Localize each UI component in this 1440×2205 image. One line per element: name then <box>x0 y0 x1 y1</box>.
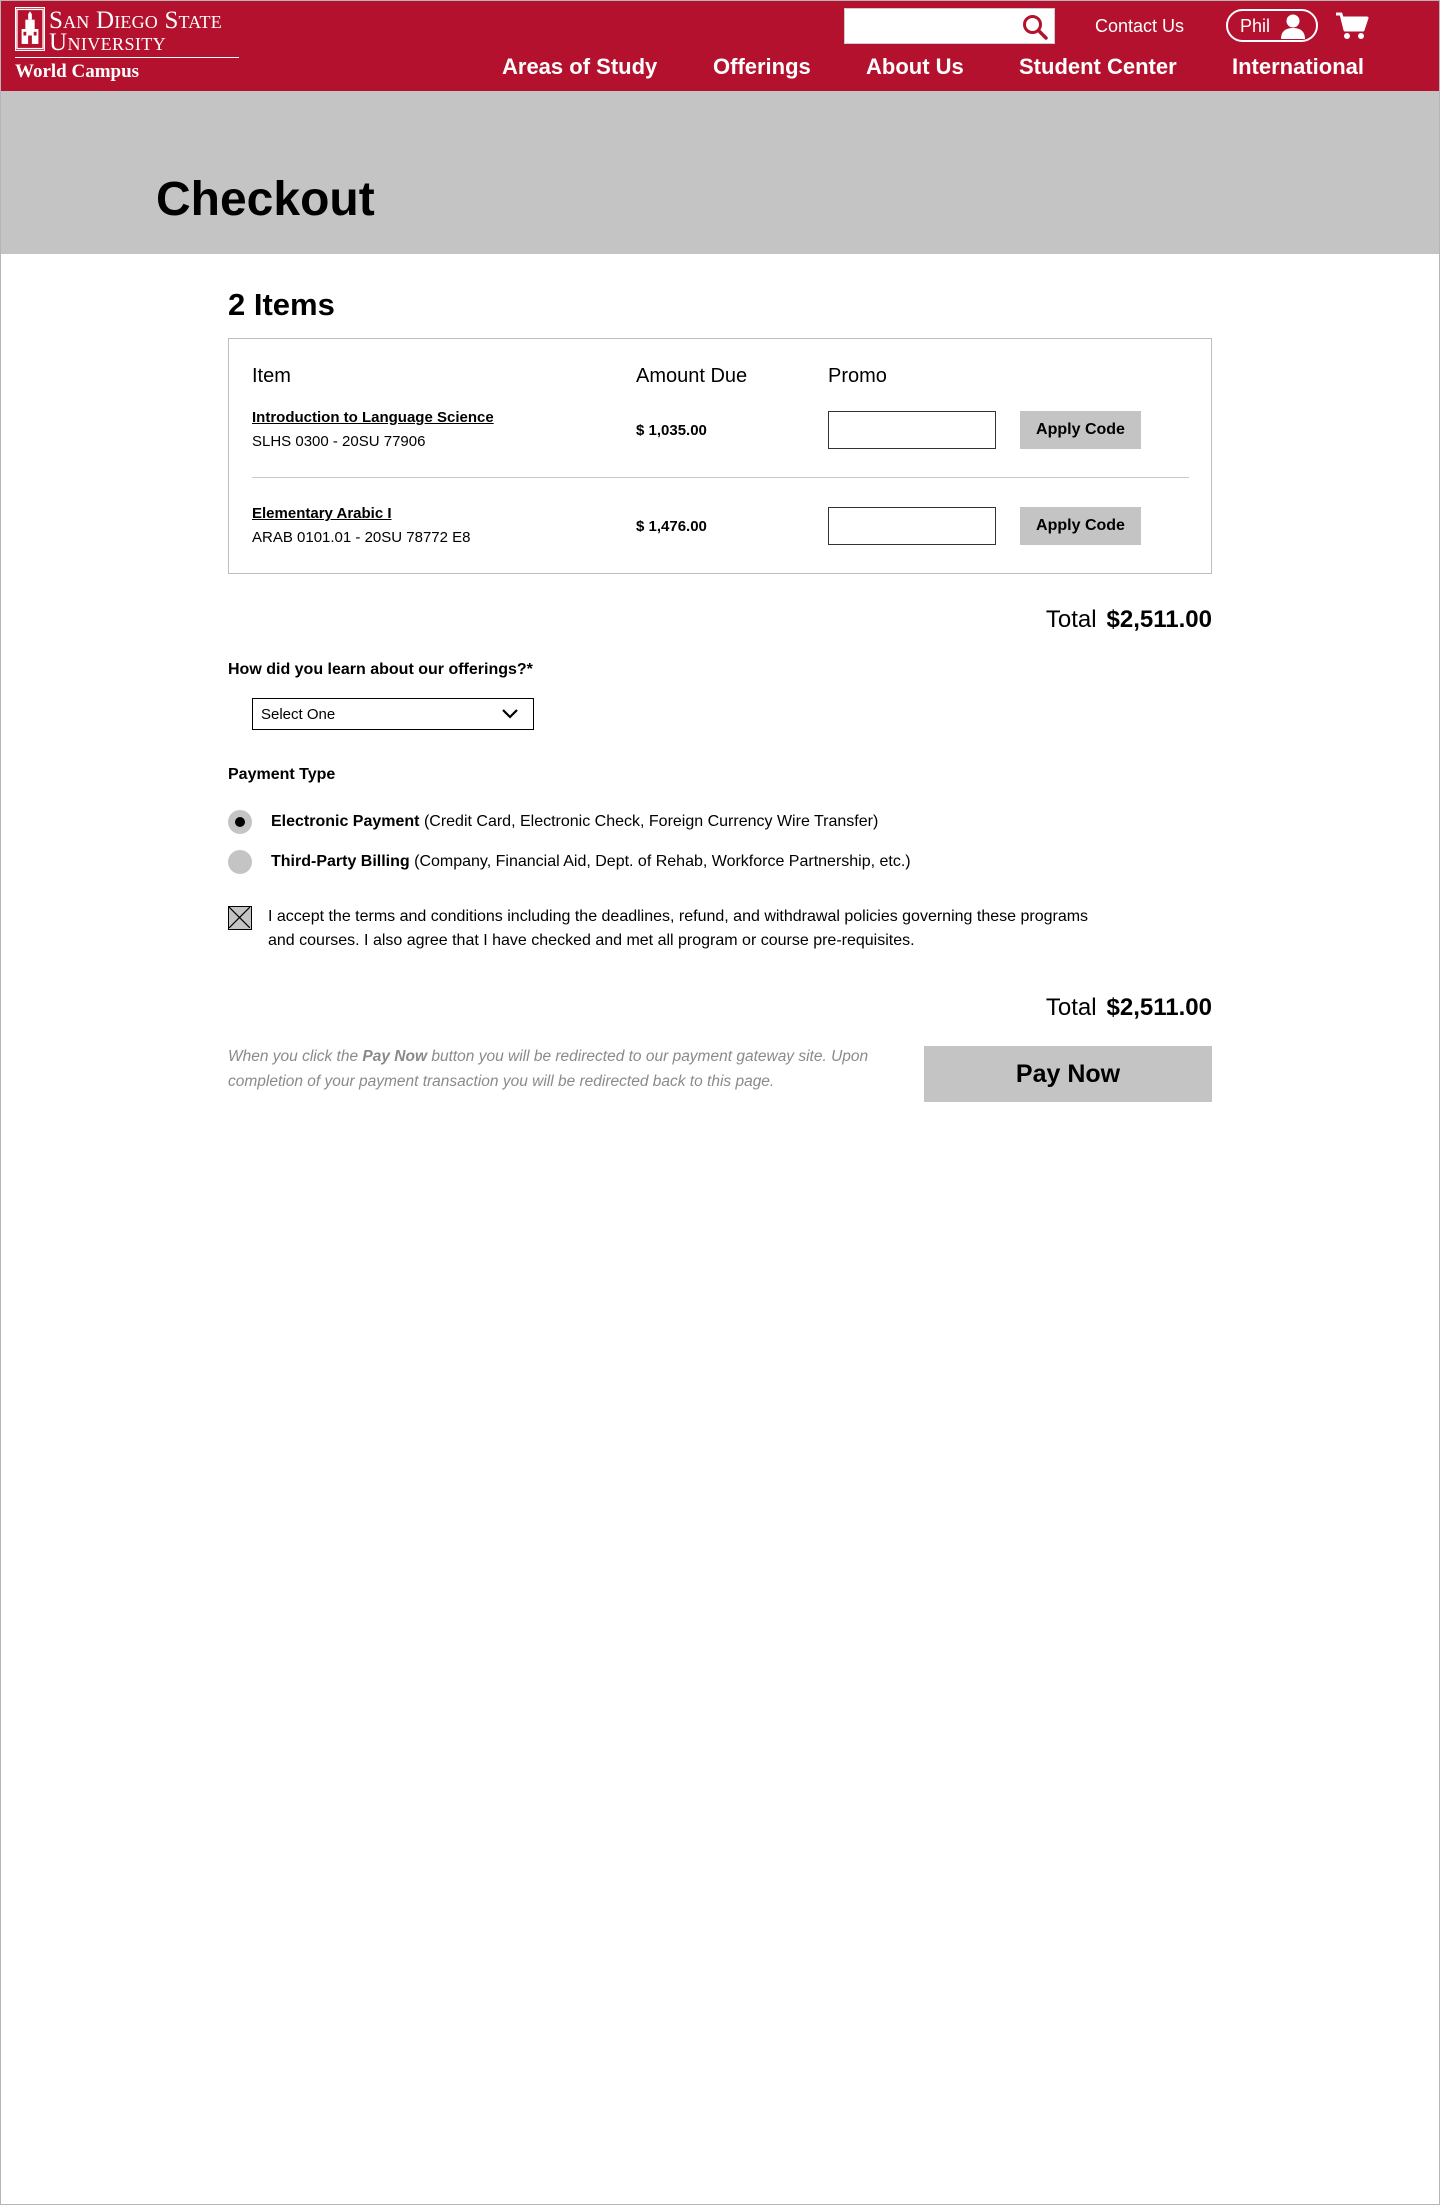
electronic-payment-radio[interactable] <box>228 810 252 834</box>
page-banner <box>1 91 1439 254</box>
amount-due: $ 1,476.00 <box>636 518 707 535</box>
total-value: $2,511.00 <box>1106 606 1212 633</box>
nav-about-us[interactable]: About Us <box>866 54 964 79</box>
nav-student-center[interactable]: Student Center <box>1019 54 1177 79</box>
total-label: Total <box>1045 606 1097 633</box>
logo-line-2: University <box>49 29 167 56</box>
nav-offerings[interactable]: Offerings <box>713 54 811 79</box>
search-icon[interactable] <box>1022 14 1048 40</box>
total-value: $2,511.00 <box>1106 994 1212 1021</box>
select-value: Select One <box>261 706 336 723</box>
promo-code-input[interactable] <box>828 507 996 545</box>
referral-select[interactable] <box>252 698 534 730</box>
promo-code-input[interactable] <box>828 411 996 449</box>
items-count-heading: 2 Items <box>228 287 335 322</box>
search-box <box>844 8 1055 44</box>
course-link[interactable]: Elementary Arabic I <box>252 505 392 522</box>
sdsu-logo[interactable] <box>15 7 241 85</box>
option-title: Electronic Payment <box>271 813 420 830</box>
radio-selected-dot <box>235 817 245 827</box>
contact-us-link[interactable]: Contact Us <box>1095 16 1185 36</box>
row-divider <box>252 477 1189 478</box>
pay-now-button[interactable]: Pay Now <box>924 1046 1212 1102</box>
chevron-down-icon <box>501 707 519 721</box>
terms-text: I accept the terms and conditions including the deadlines, refund, and withdrawal policies governing these programs and courses. I also agree that I have checked and met all program or course pre-requisites. <box>268 908 1089 949</box>
apply-code-button[interactable]: Apply Code <box>1020 507 1141 545</box>
course-code: SLHS 0300 - 20SU 77906 <box>252 433 426 450</box>
apply-code-button[interactable]: Apply Code <box>1020 411 1141 449</box>
logo-divider <box>15 57 239 58</box>
nav-areas-of-study[interactable]: Areas of Study <box>502 54 658 79</box>
column-header-amount: Amount Due <box>636 365 748 387</box>
cart-table <box>228 338 1212 574</box>
electronic-payment-label[interactable] <box>271 813 878 831</box>
terms-checkbox[interactable] <box>228 906 252 930</box>
tower-emblem-icon <box>15 7 45 51</box>
nav-international[interactable]: International <box>1232 54 1365 79</box>
third-party-billing-label[interactable] <box>271 853 911 871</box>
user-account-button[interactable] <box>1226 9 1318 42</box>
option-detail: (Credit Card, Electronic Check, Foreign Currency Wire Transfer) <box>419 813 879 830</box>
search-input[interactable] <box>845 9 1015 43</box>
shopping-cart-icon[interactable] <box>1335 11 1369 41</box>
user-icon <box>1280 13 1306 39</box>
logo-line-1: San Diego State <box>49 7 222 34</box>
payment-type-heading: Payment Type <box>228 766 336 783</box>
third-party-billing-radio[interactable] <box>228 850 252 874</box>
total-label: Total <box>1045 994 1097 1021</box>
checkbox-x-icon <box>229 907 250 928</box>
order-total-bottom <box>1046 994 1212 1022</box>
referral-question: How did you learn about our offerings?* <box>228 661 533 678</box>
user-name: Phil <box>1240 16 1271 36</box>
option-title: Third-Party Billing <box>271 853 410 870</box>
logo-line-3: World Campus <box>15 61 140 82</box>
site-header <box>1 1 1439 91</box>
option-detail: (Company, Financial Aid, Dept. of Rehab, Workforce Partnership, etc.) <box>409 853 911 870</box>
column-header-item: Item <box>252 365 291 387</box>
redirect-notice: When you click the Pay Now button you will be redirected to our payment gateway site. Upon completion of your payment transaction you will be redirected back to this page. <box>228 1048 869 1090</box>
course-link[interactable]: Introduction to Language Science <box>252 409 494 426</box>
course-code: ARAB 0101.01 - 20SU 78772 E8 <box>252 529 471 546</box>
amount-due: $ 1,035.00 <box>636 422 707 439</box>
page-title: Checkout <box>156 173 375 226</box>
column-header-promo: Promo <box>828 365 887 387</box>
order-total <box>1046 606 1212 634</box>
